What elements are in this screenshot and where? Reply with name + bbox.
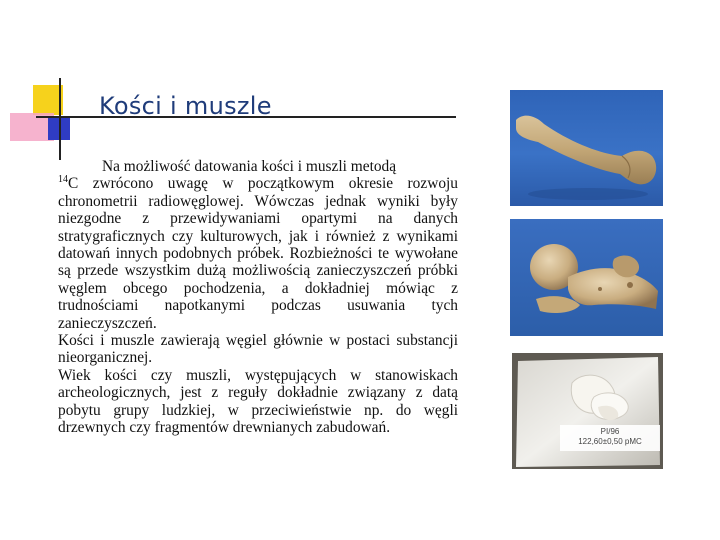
- sample-label-id: PI/96: [600, 427, 620, 436]
- superscript-14: 14: [58, 174, 68, 186]
- sample-label-value: 122,60±0,50 pMC: [578, 437, 642, 446]
- slide-title: Kości i muszle: [99, 92, 272, 120]
- paragraph-1-lead: Na możliwość datowania kości i muszli metodą: [102, 158, 397, 175]
- bone-photo: [510, 90, 663, 206]
- title-ornament-vertical-line: [59, 78, 61, 160]
- sample-label: [562, 427, 658, 451]
- paragraph-1: [58, 175, 458, 332]
- paragraph-1-rest: C zwrócono uwagę w początkowym okresie rozwoju chronometrii radiowęglowej. Wówczas jednak wyniki były niezgodne z przewidywaniami opartymi na danych stratygraficznych czy kulturowych, jak i również z wynikami datowań innych podobnych próbek. Rozbieżności te wywołane są przede wszystkim dużą możliwością zanieczyszczeń próbki węglem obcego pochodzenia, a dokładniej mówiąc z trudnościami napotkanymi podczas usuwania tych zanieczyszczeń.: [58, 175, 458, 332]
- paragraph-2: Kości i muszle zawierają węgiel głównie w postaci substancji nieorganicznej.: [58, 332, 458, 367]
- bone-fragments-photo: [510, 219, 663, 336]
- slide-body: [58, 158, 458, 437]
- shell-sample-photo: [512, 353, 663, 469]
- paragraph-3: Wiek kości czy muszli, występujących w stanowiskach archeologicznych, jest z reguły dokładnie związany z datą pobytu grupy ludzkiej, w przeciwieństwie np. do węgli drzewnych czy fragmentów drewnianych zabudowań.: [58, 366, 458, 437]
